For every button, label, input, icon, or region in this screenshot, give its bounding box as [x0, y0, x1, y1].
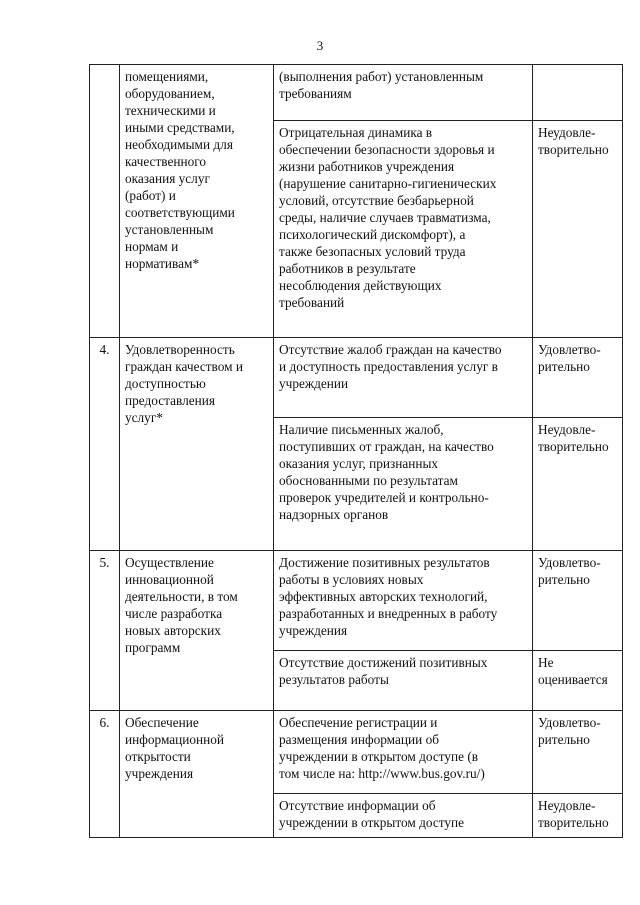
condition-text: Отсутствие жалоб граждан на качество и доступность предоставления услуг в учреждении — [274, 338, 533, 418]
condition-text: Отсутствие информации об учреждении в открытом доступе — [274, 794, 533, 838]
condition-text: Наличие письменных жалоб, поступивших от граждан, на качество оказания услуг, признанных обоснованными по результатам проверок учредителей и контрольно- надзорных органов — [274, 418, 533, 551]
condition-text: (выполнения работ) установленным требованиям — [274, 65, 533, 121]
criterion-name: Обеспечение информационной открытости учреждения — [120, 711, 274, 838]
row-number: 4. — [90, 338, 120, 551]
grade-text — [533, 65, 623, 121]
table-row — [90, 551, 623, 651]
criterion-name: помещениями, оборудованием, техническими и иными средствами, необходимыми для качественного оказания услуг (работ) и соответствующими установленным нормам и нормативам* — [120, 65, 274, 338]
grade-text: Неудовле- творительно — [533, 794, 623, 838]
table-row — [90, 338, 623, 418]
row-number — [90, 65, 120, 338]
criterion-name: Удовлетворенность граждан качеством и доступностью предоставления услуг* — [120, 338, 274, 551]
table-row — [90, 65, 623, 121]
table-row — [90, 711, 623, 794]
grade-text: Удовлетво- рительно — [533, 711, 623, 794]
condition-text: Достижение позитивных результатов работы в условиях новых эффективных авторских технологий, разработанных и внедренных в работу учреждения — [274, 551, 533, 651]
row-number: 6. — [90, 711, 120, 838]
condition-text: Обеспечение регистрации и размещения информации об учреждении в открытом доступе (в том числе на: http://www.bus.gov.ru/) — [274, 711, 533, 794]
criteria-table — [89, 64, 623, 838]
condition-text: Отрицательная динамика в обеспечении безопасности здоровья и жизни работников учреждения (нарушение санитарно-гигиенических условий, отсутствие безбарьерной среды, наличие случаев травматизма, психологический дискомфорт), а также безопасных условий труда работников в результате несоблюдения действующих требований — [274, 121, 533, 338]
condition-text: Отсутствие достижений позитивных результатов работы — [274, 651, 533, 711]
page-number: 3 — [316, 38, 324, 53]
grade-text: Неудовле- творительно — [533, 121, 623, 338]
grade-text: Не оценивается — [533, 651, 623, 711]
grade-text: Неудовле- творительно — [533, 418, 623, 551]
criterion-name: Осуществление инновационной деятельности, в том числе разработка новых авторских программ — [120, 551, 274, 711]
row-number: 5. — [90, 551, 120, 711]
grade-text: Удовлетво- рительно — [533, 551, 623, 651]
grade-text: Удовлетво- рительно — [533, 338, 623, 418]
